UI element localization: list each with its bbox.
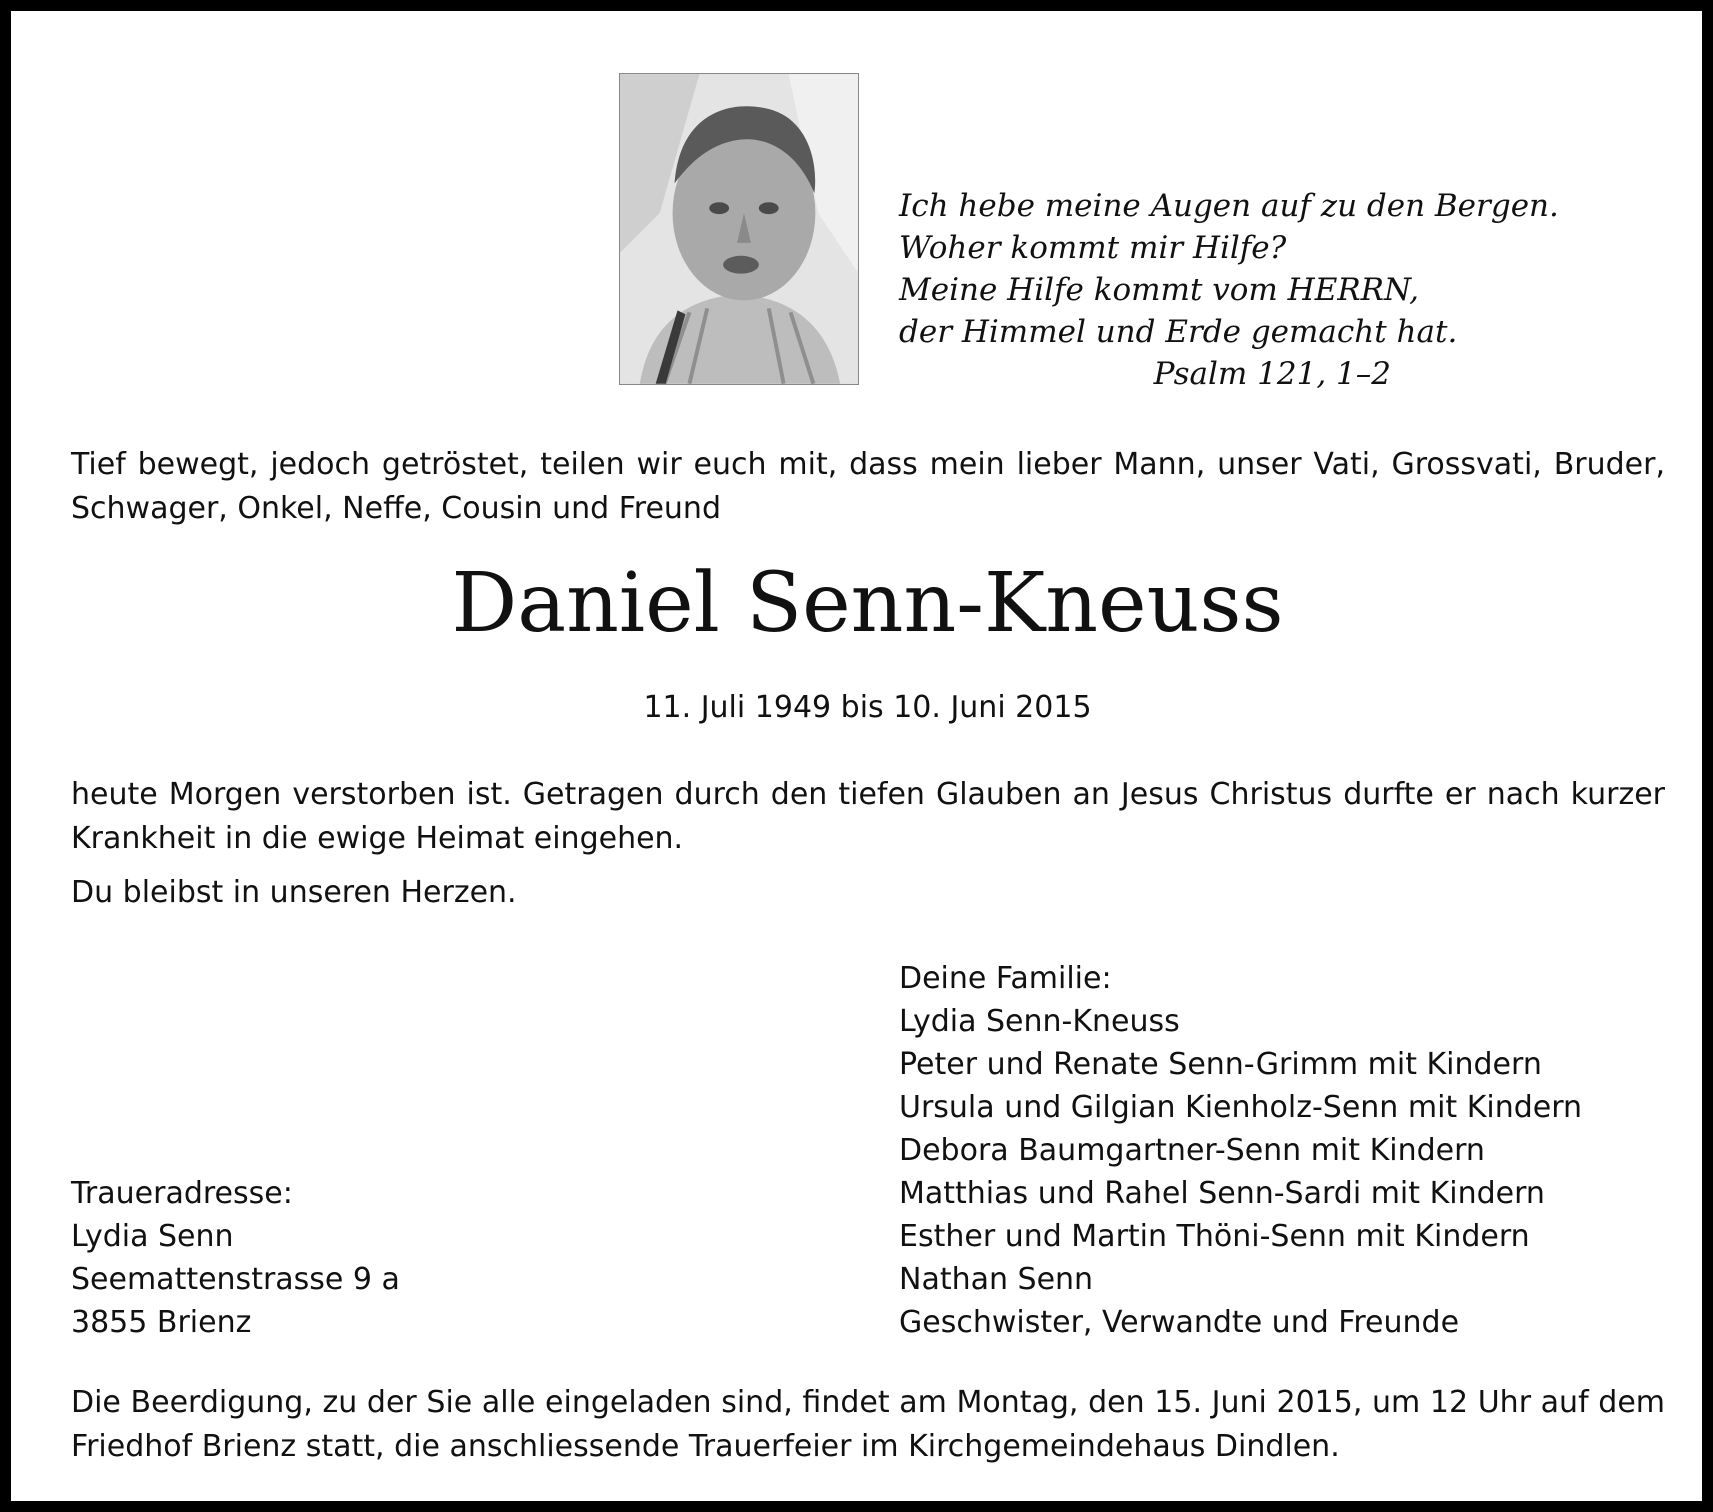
family-member: Geschwister, Verwandte und Freunde [899,1305,1460,1340]
address-heading: Traueradresse: [71,1176,293,1211]
family-member: Nathan Senn [899,1262,1094,1297]
intro-text: Tief bewegt, jedoch getröstet, teilen wir euch mit, dass mein lieber Mann, unser Vati, Grossvati, Bruder, Schwager, Onkel, Neffe, Cousin und Freund [71,447,1665,526]
psalm-line: Meine Hilfe kommt vom HERRN, [899,272,1420,308]
psalm-line: Woher kommt mir Hilfe? [899,230,1287,266]
portrait-photo [619,73,859,385]
address-street: Seemattenstrasse 9 a [71,1262,400,1297]
mourning-address [71,1172,571,1344]
deceased-name: Daniel Senn-Kneuss [451,556,1284,651]
closing-text: Du bleibst in unseren Herzen. [71,875,517,910]
portrait-image [620,74,858,384]
psalm-reference: Psalm 121, 1–2 [1153,356,1391,392]
life-dates: 11. Juli 1949 bis 10. Juni 2015 [643,690,1092,725]
family-member: Ursula und Gilgian Kienholz-Senn mit Kindern [899,1090,1583,1125]
family-member: Matthias und Rahel Senn-Sardi mit Kindern [899,1176,1545,1211]
psalm-line: Ich hebe meine Augen auf zu den Bergen. [899,188,1559,224]
family-member: Lydia Senn-Kneuss [899,1004,1180,1039]
psalm-quote [899,185,1559,395]
family-member: Debora Baumgartner-Senn mit Kindern [899,1133,1485,1168]
funeral-info: Die Beerdigung, zu der Sie alle eingeladen sind, findet am Montag, den 15. Juni 2015, um 12 Uhr auf dem Friedhof Brienz statt, die anschliessende Trauerfeier im Kirchgemeindehaus Dindlen. [71,1385,1665,1464]
family-list [899,957,1659,1344]
address-name: Lydia Senn [71,1219,234,1254]
psalm-line: der Himmel und Erde gemacht hat. [899,314,1458,350]
family-member: Peter und Renate Senn-Grimm mit Kindern [899,1047,1542,1082]
passing-text: heute Morgen verstorben ist. Getragen durch den tiefen Glauben an Jesus Christus durfte er nach kurzer Krankheit in die ewige Heimat eingehen. [71,777,1665,856]
address-city: 3855 Brienz [71,1305,252,1340]
family-heading: Deine Familie: [899,961,1112,996]
family-member: Esther und Martin Thöni-Senn mit Kindern [899,1219,1530,1254]
